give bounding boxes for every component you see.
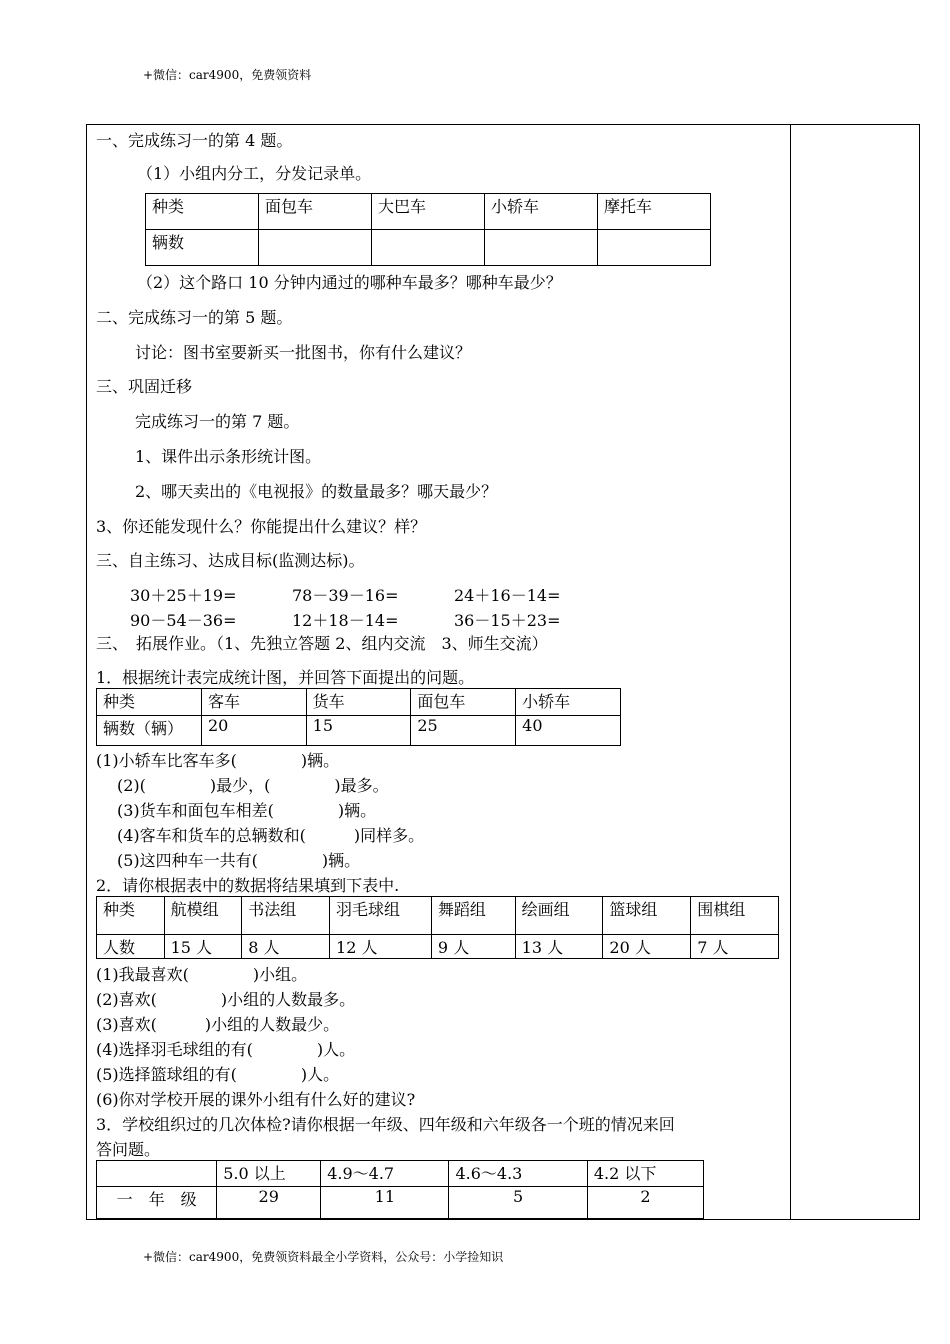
question-1-item-3: (3)货车和面包车相差( )辆。: [117, 801, 377, 820]
table-cell: 20: [201, 716, 306, 746]
table-cell: [598, 230, 711, 266]
calc-1a: 30＋25＋19=: [130, 586, 237, 605]
table-header-cell: 4.2 以下: [587, 1161, 703, 1187]
table-cell: 15: [306, 716, 411, 746]
table-cell: 11: [321, 1187, 449, 1219]
table-header-cell: 客车: [201, 689, 306, 716]
question-2-title: 2．请你根据表中的数据将结果填到下表中.: [96, 876, 400, 895]
table-cell: 25: [411, 716, 516, 746]
calc-1c: 24＋16－14=: [454, 586, 561, 605]
section-3-line-4: 3、你还能发现什么？你能提出什么建议？样？: [96, 517, 427, 536]
table-cell: 8 人: [242, 935, 330, 959]
question-2-item-4: (4)选择羽毛球组的有( )人。: [96, 1040, 356, 1059]
table-cell: 12 人: [330, 935, 432, 959]
calc-1b: 78－39－16=: [292, 586, 399, 605]
question-2-item-3: (3)喜欢( )小组的人数最少。: [96, 1015, 340, 1034]
question-2-item-1: (1)我最喜欢( )小组。: [96, 965, 308, 984]
question-2-item-2: (2)喜欢( )小组的人数最多。: [96, 990, 356, 1009]
table-cell: 2: [587, 1187, 703, 1219]
table-header-cell: 4.9～4.7: [321, 1161, 449, 1187]
interest-groups-table: [96, 896, 779, 959]
table-header-cell: 小轿车: [485, 194, 598, 230]
table-header-cell: 绘画组: [515, 897, 603, 935]
section-3-line-3: 2、哪天卖出的《电视报》的数量最多？哪天最少？: [135, 482, 498, 501]
table-header-cell: 面包车: [259, 194, 372, 230]
header-note: +微信：car4900，免费领资料: [143, 68, 312, 82]
table-row-label: 人数: [97, 935, 165, 959]
calc-2c: 36－15＋23=: [454, 611, 561, 630]
section-3-title: 三、巩固迁移: [96, 377, 193, 396]
table-header-cell: 面包车: [411, 689, 516, 716]
table-cell: 13 人: [515, 935, 603, 959]
section-3-line-2: 1、课件出示条形统计图。: [135, 447, 322, 466]
section-4-title: 三、自主练习、达成目标(监测达标)。: [96, 551, 365, 570]
vehicle-stats-table: [96, 688, 621, 746]
table-header-cell: 种类: [97, 689, 202, 716]
table-header-cell: 围棋组: [691, 897, 779, 935]
table-cell: [485, 230, 598, 266]
table-cell: 29: [217, 1187, 321, 1219]
table-cell: 20 人: [603, 935, 691, 959]
calc-2b: 12＋18－14=: [292, 611, 399, 630]
section-1-step-1: （1）小组内分工，分发记录单。: [137, 164, 372, 183]
table-cell: 5: [449, 1187, 587, 1219]
table-header-cell: 舞蹈组: [431, 897, 515, 935]
table-cell: 9 人: [431, 935, 515, 959]
section-2-title: 二、完成练习一的第 5 题。: [96, 308, 293, 327]
table-cell: [372, 230, 485, 266]
question-3-title-line-2: 答问题。: [96, 1140, 161, 1159]
footer-note: +微信：car4900，免费领资料最全小学资料，公众号：小学捡知识: [143, 1250, 504, 1264]
question-1-title: 1．根据统计表完成统计图，并回答下面提出的问题。: [96, 668, 475, 687]
table-header-cell: 货车: [306, 689, 411, 716]
vehicle-record-table: [145, 193, 711, 266]
table-header-cell: 大巴车: [372, 194, 485, 230]
vision-check-table: [96, 1160, 704, 1219]
table-cell: 15 人: [164, 935, 242, 959]
question-3-title-line-1: 3．学校组织过的几次体检?请你根据一年级、四年级和六年级各一个班的情况来回: [96, 1115, 675, 1134]
section-5-title: 三、 拓展作业。（1、先独立答题 2、组内交流 3、师生交流）: [96, 634, 548, 653]
table-header-cell: 篮球组: [603, 897, 691, 935]
section-1-step-2: （2）这个路口 10 分钟内通过的哪种车最多？哪种车最少？: [137, 273, 562, 292]
table-row-label: 辆数: [146, 230, 259, 266]
question-1-item-5: (5)这四种车一共有( )辆。: [117, 851, 361, 870]
table-row-label: 辆数（辆）: [97, 716, 202, 746]
section-3-line-1: 完成练习一的第 7 题。: [135, 412, 300, 431]
table-header-cell: 航模组: [164, 897, 242, 935]
table-header-cell: 书法组: [242, 897, 330, 935]
table-header-cell: 5.0 以上: [217, 1161, 321, 1187]
table-cell: 40: [516, 716, 621, 746]
question-2-item-5: (5)选择篮球组的有( )人。: [96, 1065, 340, 1084]
question-1-item-2: (2)( )最少，( )最多。: [117, 776, 389, 795]
table-cell: 7 人: [691, 935, 779, 959]
question-1-item-1: (1)小轿车比客车多( )辆。: [96, 751, 340, 770]
table-header-cell: 种类: [97, 897, 165, 935]
question-2-item-6: (6)你对学校开展的课外小组有什么好的建议?: [96, 1090, 416, 1109]
table-row-label: 一 年 级: [97, 1187, 217, 1219]
table-header-cell: 小轿车: [516, 689, 621, 716]
table-header-cell: 摩托车: [598, 194, 711, 230]
section-2-discussion: 讨论：图书室要新买一批图书，你有什么建议？: [135, 343, 472, 362]
table-header-cell: 羽毛球组: [330, 897, 432, 935]
question-1-item-4: (4)客车和货车的总辆数和( )同样多。: [117, 826, 425, 845]
table-header-cell: 4.6～4.3: [449, 1161, 587, 1187]
table-header-cell: [97, 1161, 217, 1187]
frame-divider: [790, 124, 791, 1220]
calc-2a: 90－54－36=: [130, 611, 237, 630]
table-cell: [259, 230, 372, 266]
section-1-title: 一、完成练习一的第 4 题。: [96, 131, 293, 150]
table-header-cell: 种类: [146, 194, 259, 230]
